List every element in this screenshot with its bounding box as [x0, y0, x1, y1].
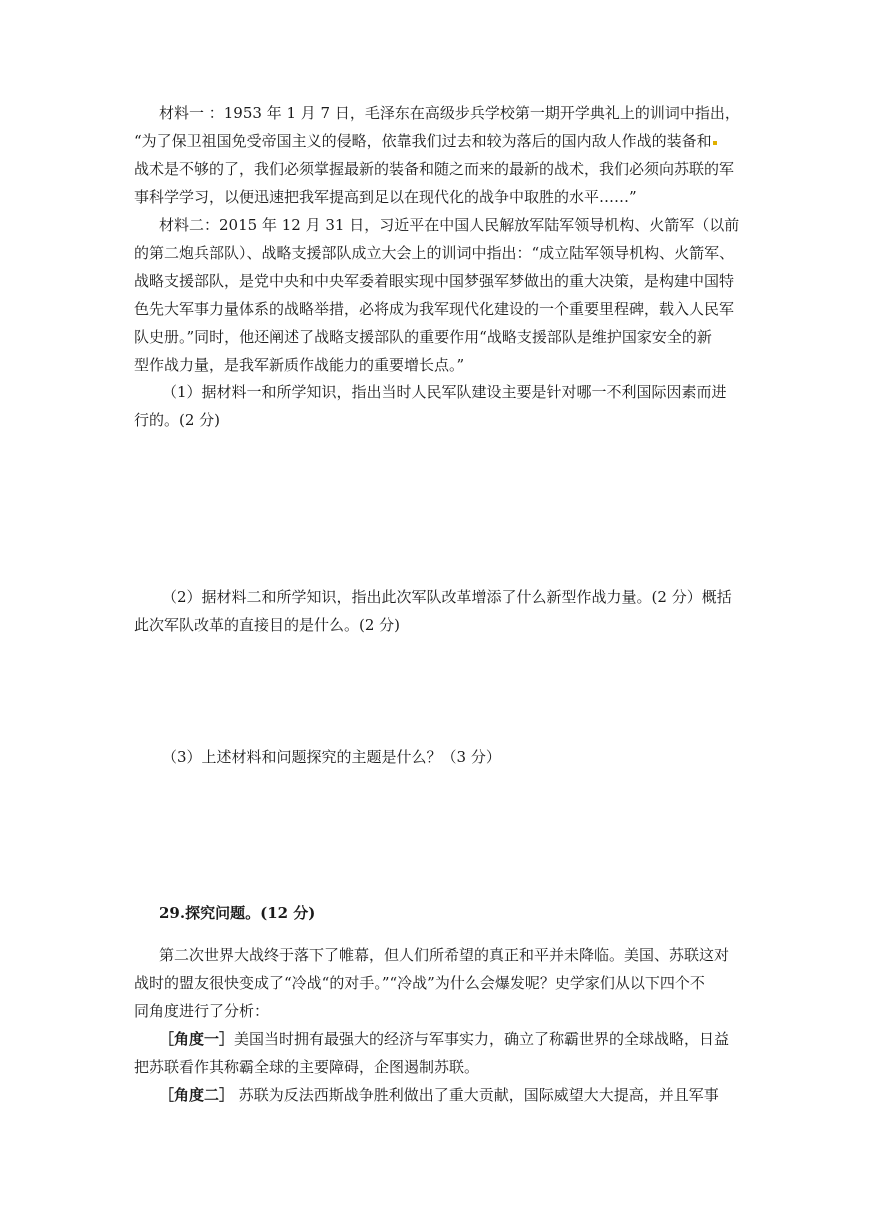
- question2-line-1: （2）据材料二和所学知识，指出此次军队改革增添了什么新型作战力量。(2 分）概括: [162, 588, 732, 606]
- material2-line-5: 队史册。”同时，他还阐述了战略支援部队的重要作用“战略支援部队是维护国家安全的新: [134, 328, 712, 346]
- material1-line-1: 材料一 ：1953 年 1 月 7 日，毛泽东在高级步兵学校第一期开学典礼上的训词中指出，: [159, 104, 740, 122]
- material1-line-3: 战术是不够的了，我们必须掌握最新的装备和随之而来的最新的战术，我们必须向苏联的军: [134, 160, 735, 178]
- question2-line-2: 此次军队改革的直接目的是什么。(2 分): [134, 616, 401, 634]
- section29-intro-line-1: 第二次世界大战终于落下了帷幕，但人们所希望的真正和平并未降临。美国、苏联这对: [159, 946, 730, 964]
- question1-line-1: （1）据材料一和所学知识，指出当时人民军队建设主要是针对哪一不利国际因素而进: [162, 383, 727, 401]
- material2-line-1: 材料二：2015 年 12 月 31 日，习近平在中国人民解放军陆军领导机构、火箭军（以前: [159, 216, 740, 234]
- material1-line-4: 事科学学习，以便迅速把我军提高到足以在现代化的战争中取胜的水平……”: [134, 188, 637, 206]
- angle1-label: ［角度一］: [159, 1030, 235, 1048]
- material1-line-2: “为了保卫祖国免受帝国主义的侵略，依靠我们过去和较为落后的国内敌人作战的装备和: [134, 131, 717, 151]
- question3-line: （3）上述材料和问题探究的主题是什么？（3 分）: [162, 748, 501, 766]
- material2-line-3: 战略支援部队，是党中央和中央军委着眼实现中国梦强军梦做出的重大决策，是构建中国特: [134, 272, 735, 290]
- section29-intro-line-3: 同角度进行了分析：: [134, 1002, 270, 1020]
- angle2-line-1: ［角度二］ 苏联为反法西斯战争胜利做出了重大贡献，国际威望大大提高，并且军事: [159, 1086, 719, 1104]
- section29-intro-line-2: 战时的盟友很快变成了“冷战“的对手。”“冷战”为什么会爆发呢？史学家们从以下四个不: [134, 974, 705, 992]
- angle2-label: ［角度二］: [159, 1086, 235, 1104]
- angle1-line-2: 把苏联看作其称霸全球的主要障碍，企图遏制苏联。: [134, 1058, 480, 1076]
- material2-line-4: 色先大军事力量体系的战略举措，必将成为我军现代化建设的一个重要里程碑，载入人民军: [134, 300, 735, 318]
- section29-title: 29.探究问题。(12 分): [159, 904, 316, 922]
- angle1-line-1: ［角度一］美国当时拥有最强大的经济与军事实力，确立了称霸世界的全球战略，日益: [159, 1030, 730, 1048]
- highlight-mark: [713, 141, 717, 145]
- question1-line-2: 行的。(2 分): [134, 411, 221, 429]
- material2-line-2: 的第二炮兵部队）、战略支援部队成立大会上的训词中指出：“成立陆军领导机构、火箭军、: [134, 244, 735, 262]
- material2-line-6: 型作战力量，是我军新质作战能力的重要增长点。”: [134, 356, 465, 374]
